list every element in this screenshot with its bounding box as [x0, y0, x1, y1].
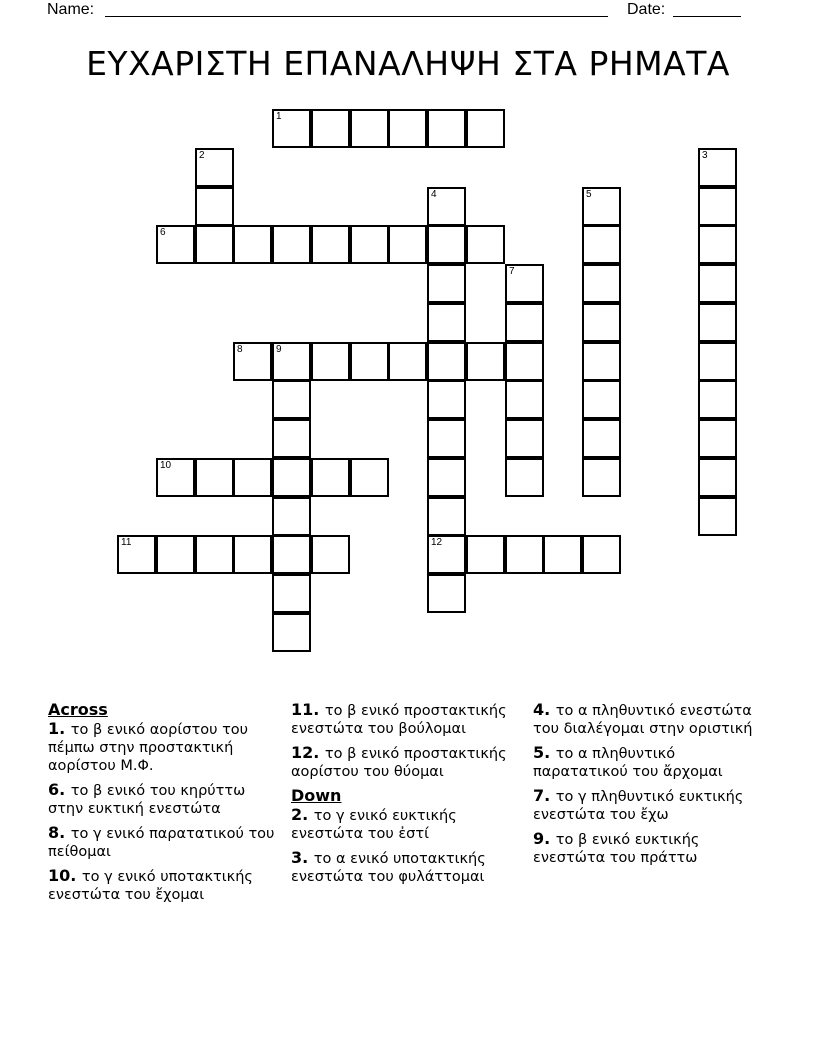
- grid-cell[interactable]: [117, 535, 156, 574]
- grid-cell[interactable]: [582, 303, 621, 342]
- grid-cell[interactable]: [195, 187, 234, 226]
- grid-cell[interactable]: [156, 535, 195, 574]
- clue-down-5: 5. το α πληθυντικό παρατατικού του ἄρχομαι: [533, 743, 723, 780]
- grid-cell[interactable]: [427, 535, 466, 574]
- grid-cell[interactable]: [427, 380, 466, 419]
- grid-cell[interactable]: [272, 613, 311, 652]
- grid-cell[interactable]: [582, 419, 621, 458]
- grid-cell[interactable]: [505, 380, 544, 419]
- grid-cell[interactable]: [272, 419, 311, 458]
- grid-cell[interactable]: [427, 574, 466, 613]
- clue-number: 4: [431, 189, 437, 200]
- grid-cell[interactable]: [466, 225, 505, 264]
- clue-number: 7: [509, 266, 515, 277]
- grid-cell[interactable]: [698, 264, 737, 303]
- date-label: Date:: [627, 1, 666, 18]
- grid-cell[interactable]: [427, 458, 466, 497]
- grid-cell[interactable]: [582, 225, 621, 264]
- clue-number: 10: [160, 460, 172, 471]
- grid-cell[interactable]: [505, 535, 544, 574]
- clue-across-1: 1. το β ενικό αορίστου του πέμπω στην προστακτική αορίστου Μ.Φ.: [48, 719, 249, 774]
- grid-cell[interactable]: [233, 458, 272, 497]
- grid-cell[interactable]: [195, 148, 234, 187]
- grid-cell[interactable]: [311, 342, 350, 381]
- grid-cell[interactable]: [466, 109, 505, 148]
- clue-number: 3: [702, 150, 708, 161]
- clue-number: 2: [199, 150, 205, 161]
- grid-cell[interactable]: [233, 225, 272, 264]
- grid-cell[interactable]: [427, 225, 466, 264]
- clue-number: 6: [160, 227, 166, 238]
- grid-cell[interactable]: [311, 458, 350, 497]
- clue-down-3: 3. το α ενικό υποτακτικής ενεστώτα του φυλάττομαι: [291, 848, 486, 885]
- grid-cell[interactable]: [272, 109, 311, 148]
- grid-cell[interactable]: [311, 225, 350, 264]
- grid-cell[interactable]: [195, 535, 234, 574]
- grid-cell[interactable]: [582, 187, 621, 226]
- grid-cell[interactable]: [698, 342, 737, 381]
- clues-column-1: [48, 701, 283, 910]
- clue-across-12: 12. το β ενικό προστακτικής αορίστου του θύομαι: [291, 743, 507, 780]
- grid-cell[interactable]: [582, 342, 621, 381]
- grid-cell[interactable]: [388, 109, 427, 148]
- grid-cell[interactable]: [543, 535, 582, 574]
- clue-number: 8: [237, 344, 243, 355]
- grid-cell[interactable]: [698, 187, 737, 226]
- grid-cell[interactable]: [427, 187, 466, 226]
- grid-cell[interactable]: [427, 419, 466, 458]
- grid-cell[interactable]: [698, 225, 737, 264]
- grid-cell[interactable]: [350, 458, 389, 497]
- grid-cell[interactable]: [427, 109, 466, 148]
- clue-number: 12: [431, 537, 443, 548]
- clues-column-2: [291, 701, 526, 892]
- clue-number: 11: [121, 537, 132, 548]
- grid-cell[interactable]: [156, 225, 195, 264]
- grid-cell[interactable]: [466, 342, 505, 381]
- clue-across-8: 8. το γ ενικό παρατατικού του πείθομαι: [48, 823, 275, 860]
- grid-cell[interactable]: [698, 458, 737, 497]
- grid-cell[interactable]: [427, 497, 466, 536]
- clue-number: 9: [276, 344, 282, 355]
- grid-cell[interactable]: [582, 535, 621, 574]
- grid-cell[interactable]: [272, 225, 311, 264]
- clue-down-4: 4. το α πληθυντικό ενεστώτα του διαλέγομαι στην οριστική: [533, 700, 753, 737]
- clues-column-3: [533, 701, 768, 873]
- grid-cell[interactable]: [505, 419, 544, 458]
- grid-cell[interactable]: [698, 419, 737, 458]
- grid-cell[interactable]: [698, 380, 737, 419]
- grid-cell[interactable]: [311, 535, 350, 574]
- clue-down-7: 7. το γ πληθυντικό ευκτικής ενεστώτα του ἔχω: [533, 786, 744, 823]
- across-heading: Across: [48, 700, 108, 719]
- grid-cell[interactable]: [582, 264, 621, 303]
- grid-cell[interactable]: [272, 497, 311, 536]
- grid-cell[interactable]: [505, 458, 544, 497]
- clue-across-6: 6. το β ενικό του κηρύττω στην ευκτική ενεστώτα: [48, 780, 246, 817]
- clue-down-9: 9. το β ενικό ευκτικής ενεστώτα του πράττω: [533, 829, 700, 866]
- grid-cell[interactable]: [156, 458, 195, 497]
- grid-cell[interactable]: [505, 264, 544, 303]
- grid-cell[interactable]: [698, 148, 737, 187]
- grid-cell[interactable]: [272, 574, 311, 613]
- page-title: ΕΥΧΑΡΙΣΤΗ ΕΠΑΝΑΛΗΨΗ ΣΤΑ ΡΗΜΑΤΑ: [86, 44, 730, 83]
- grid-cell[interactable]: [388, 225, 427, 264]
- grid-cell[interactable]: [427, 303, 466, 342]
- grid-cell[interactable]: [272, 535, 311, 574]
- clue-number: 1: [276, 111, 282, 122]
- grid-cell[interactable]: [698, 303, 737, 342]
- grid-cell[interactable]: [505, 303, 544, 342]
- grid-cell[interactable]: [466, 535, 505, 574]
- grid-cell[interactable]: [195, 225, 234, 264]
- grid-cell[interactable]: [195, 458, 234, 497]
- grid-cell[interactable]: [233, 535, 272, 574]
- clue-across-10: 10. το γ ενικό υποτακτικής ενεστώτα του ἔχομαι: [48, 866, 253, 903]
- clue-number: 5: [586, 189, 592, 200]
- grid-cell[interactable]: [311, 109, 350, 148]
- down-heading: Down: [291, 786, 342, 805]
- grid-cell[interactable]: [505, 342, 544, 381]
- name-label: Name:: [47, 1, 95, 18]
- grid-cell[interactable]: [582, 458, 621, 497]
- grid-cell[interactable]: [233, 342, 272, 381]
- grid-cell[interactable]: [427, 264, 466, 303]
- grid-cell[interactable]: [350, 342, 389, 381]
- grid-cell[interactable]: [388, 342, 427, 381]
- grid-cell[interactable]: [272, 380, 311, 419]
- grid-cell[interactable]: [350, 109, 389, 148]
- grid-cell[interactable]: [698, 497, 737, 536]
- grid-cell[interactable]: [272, 342, 311, 381]
- grid-cell[interactable]: [427, 342, 466, 381]
- clue-across-11: 11. το β ενικό προστακτικής ενεστώτα του βούλομαι: [291, 700, 507, 737]
- grid-cell[interactable]: [350, 225, 389, 264]
- grid-cell[interactable]: [272, 458, 311, 497]
- clue-down-2: 2. το γ ενικό ευκτικής ενεστώτα του ἐστί: [291, 805, 457, 842]
- grid-cell[interactable]: [582, 380, 621, 419]
